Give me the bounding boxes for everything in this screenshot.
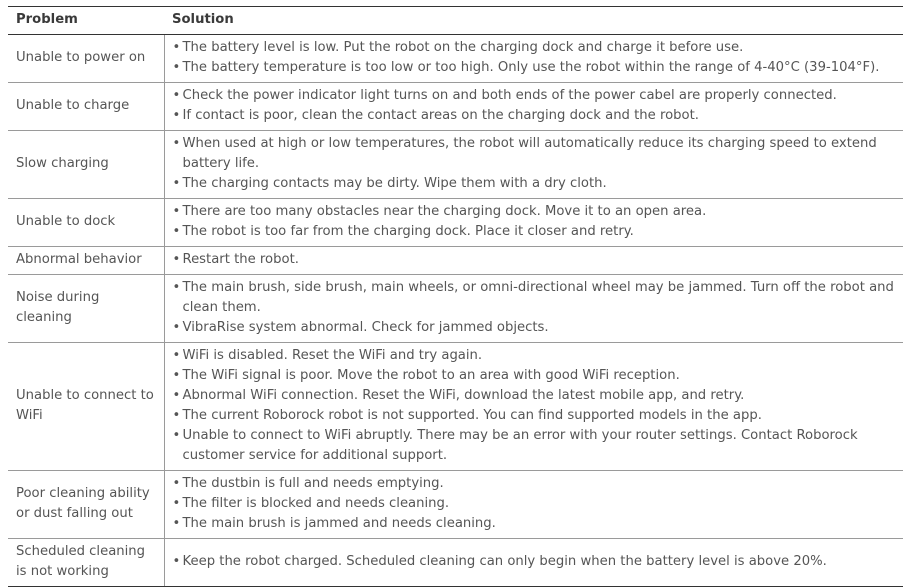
solution-list xyxy=(173,552,896,572)
table-header-row xyxy=(8,7,903,35)
table-row xyxy=(8,539,903,587)
table-row xyxy=(8,35,903,83)
solution-cell xyxy=(164,199,903,247)
troubleshooting-table xyxy=(8,6,903,587)
problem-cell: Scheduled cleaning is not working xyxy=(8,539,164,587)
solution-list xyxy=(173,134,896,194)
problem-cell: Slow charging xyxy=(8,131,164,199)
table-body xyxy=(8,35,903,587)
solution-item: • Unable to connect to WiFi abruptly. There may be an error with your router settings. Contact Roborock customer service for additional support. xyxy=(173,426,896,466)
problem-column-header: Problem xyxy=(8,7,164,35)
solution-item: • VibraRise system abnormal. Check for jammed objects. xyxy=(173,318,896,338)
solution-item: • The robot is too far from the charging dock. Place it closer and retry. xyxy=(173,222,896,242)
problem-cell: Noise during cleaning xyxy=(8,275,164,343)
table-row xyxy=(8,247,903,275)
solution-item: • The battery level is low. Put the robot on the charging dock and charge it before use. xyxy=(173,38,896,58)
solution-item: • WiFi is disabled. Reset the WiFi and try again. xyxy=(173,346,896,366)
problem-cell: Unable to connect to WiFi xyxy=(8,343,164,471)
solution-cell xyxy=(164,35,903,83)
table-row xyxy=(8,131,903,199)
solution-item: • The dustbin is full and needs emptying. xyxy=(173,474,896,494)
problem-cell: Abnormal behavior xyxy=(8,247,164,275)
solution-cell xyxy=(164,539,903,587)
table-row xyxy=(8,83,903,131)
solution-list xyxy=(173,250,896,270)
problem-cell: Unable to power on xyxy=(8,35,164,83)
solution-cell xyxy=(164,83,903,131)
solution-item: • Check the power indicator light turns on and both ends of the power cabel are properly connected. xyxy=(173,86,896,106)
solution-item: • The filter is blocked and needs cleaning. xyxy=(173,494,896,514)
solution-item: • The main brush is jammed and needs cleaning. xyxy=(173,514,896,534)
solution-item: • Keep the robot charged. Scheduled cleaning can only begin when the battery level is above 20%. xyxy=(173,552,896,572)
table-row xyxy=(8,199,903,247)
table-row xyxy=(8,275,903,343)
solution-list xyxy=(173,38,896,78)
problem-cell: Unable to charge xyxy=(8,83,164,131)
solution-cell xyxy=(164,471,903,539)
solution-item: • When used at high or low temperatures, the robot will automatically reduce its charging speed to extend battery life. xyxy=(173,134,896,174)
solution-cell xyxy=(164,343,903,471)
solution-item: • The current Roborock robot is not supported. You can find supported models in the app. xyxy=(173,406,896,426)
solution-item: • There are too many obstacles near the charging dock. Move it to an open area. xyxy=(173,202,896,222)
solution-item: • The main brush, side brush, main wheels, or omni-directional wheel may be jammed. Turn off the robot and clean them. xyxy=(173,278,896,318)
solution-item: • Restart the robot. xyxy=(173,250,896,270)
problem-cell: Poor cleaning ability or dust falling out xyxy=(8,471,164,539)
solution-item: • The battery temperature is too low or too high. Only use the robot within the range of 4-40°C (39-104°F). xyxy=(173,58,896,78)
table-row xyxy=(8,471,903,539)
solution-cell xyxy=(164,131,903,199)
solution-item: • Abnormal WiFi connection. Reset the WiFi, download the latest mobile app, and retry. xyxy=(173,386,896,406)
solution-item: • The WiFi signal is poor. Move the robot to an area with good WiFi reception. xyxy=(173,366,896,386)
solution-item: • If contact is poor, clean the contact areas on the charging dock and the robot. xyxy=(173,106,896,126)
solution-list xyxy=(173,474,896,534)
solution-column-header: Solution xyxy=(164,7,903,35)
problem-cell: Unable to dock xyxy=(8,199,164,247)
solution-list xyxy=(173,202,896,242)
table-row xyxy=(8,343,903,471)
solution-item: • The charging contacts may be dirty. Wipe them with a dry cloth. xyxy=(173,174,896,194)
solution-cell xyxy=(164,247,903,275)
solution-list xyxy=(173,86,896,126)
solution-cell xyxy=(164,275,903,343)
solution-list xyxy=(173,346,896,466)
solution-list xyxy=(173,278,896,338)
